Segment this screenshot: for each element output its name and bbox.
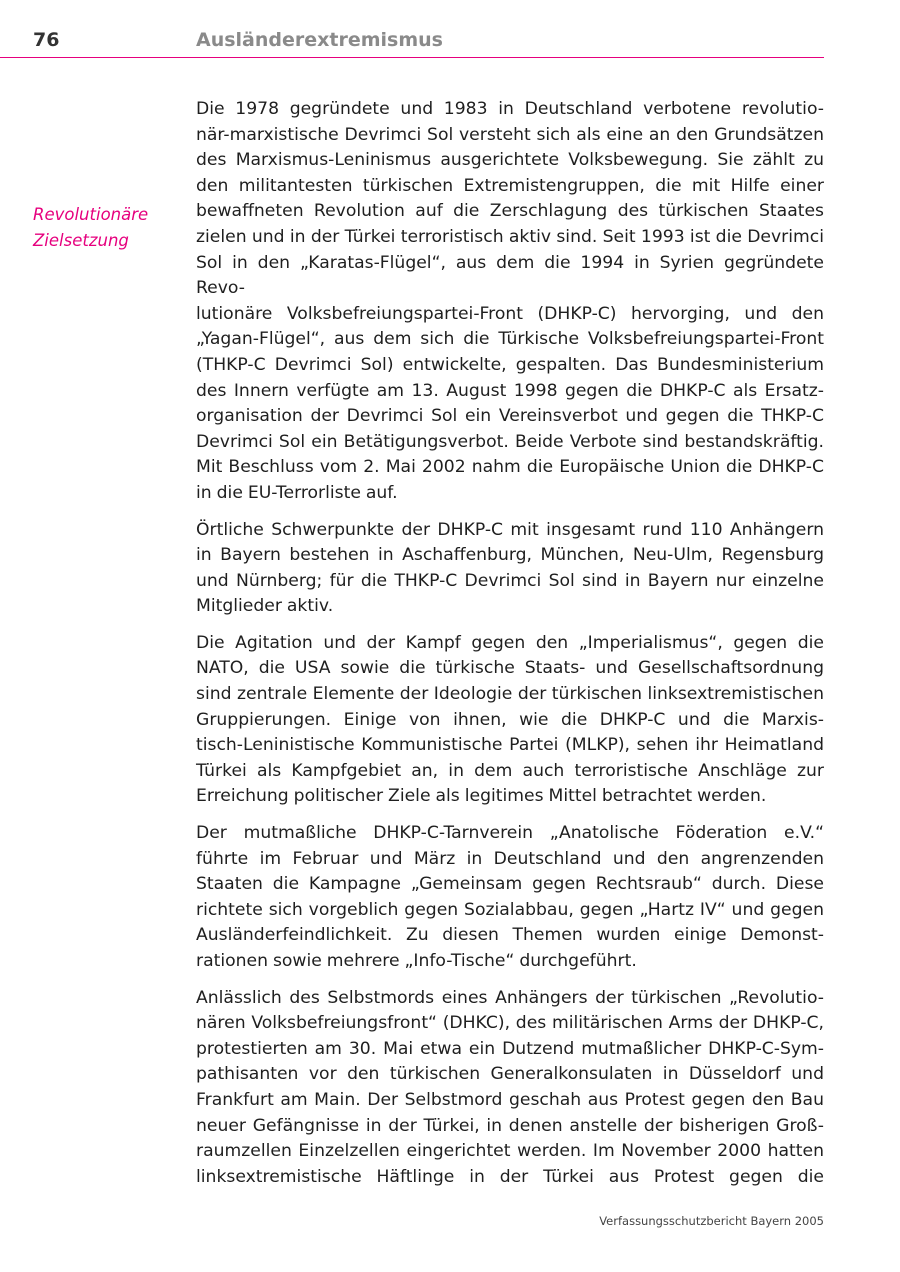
paragraph-line: Devrimci Sol ein Betätigungsverbot. Beide Verbote sind bestandskräftig. [196, 431, 824, 452]
paragraph-line: organisation der Devrimci Sol ein Vereinsverbot und gegen die THKP-C [196, 406, 824, 427]
header-rule [0, 57, 824, 58]
paragraph-line: Die 1978 gegründete und 1983 in Deutschland verbotene revolutio- [196, 99, 824, 119]
paragraph-line: Anlässlich des Selbstmords eines Anhängers der türkischen „Revolutio- [196, 987, 824, 1008]
paragraph-line: nären Volksbefreiungsfront“ (DHKC), des militärischen Arms der DHKP-C, [196, 1013, 824, 1034]
paragraph-line: neuer Gefängnisse in der Türkei, in denen anstelle der bisherigen Groß- [196, 1115, 824, 1136]
paragraph-line: Die Agitation und der Kampf gegen den „Imperialismus“, gegen die [196, 632, 824, 653]
paragraph-line: när-marxistische Devrimci Sol versteht sich als eine an den Grundsätzen [196, 124, 824, 145]
paragraph-line: Staaten die Kampagne „Gemeinsam gegen Rechtsraub“ durch. Diese [196, 874, 824, 895]
paragraph-line: Der mutmaßliche DHKP-C-Tarnverein „Anatolische Föderation e.V.“ [196, 823, 824, 844]
paragraph-line: in die EU-Terrorliste auf. [196, 482, 398, 503]
chapter-title: Ausländerextremismus [196, 29, 443, 51]
paragraph-line: führte im Februar und März in Deutschland und den angrenzenden [196, 848, 824, 869]
paragraph-line: Türkei als Kampfgebiet an, in dem auch terroristische Anschläge zur [196, 760, 824, 781]
paragraph-line: Mitglieder aktiv. [196, 596, 334, 617]
paragraph-line: tisch-Leninistische Kommunistische Partei (MLKP), sehen ihr Heimatland [196, 735, 824, 756]
paragraph-line: Örtliche Schwerpunkte der DHKP-C mit insgesamt rund 110 Anhängern [196, 519, 824, 540]
body-paragraph [196, 518, 824, 620]
paragraph-line: linksextremistische Häftlinge in der Türkei aus Protest gegen die [196, 1166, 824, 1187]
paragraph-line: protestierten am 30. Mai etwa ein Dutzend mutmaßlicher DHKP-C-Sym- [196, 1038, 824, 1059]
paragraph-line: rationen sowie mehrere „Info-Tische“ durchgeführt. [196, 951, 637, 971]
paragraph-line: des Innern verfügte am 13. August 1998 gegen die DHKP-C als Ersatz- [196, 380, 824, 401]
body-paragraph [196, 821, 824, 975]
paragraph-line: des Marxismus-Leninismus ausgerichtete Volksbewegung. Sie zählt zu [196, 150, 824, 171]
paragraph-line: Erreichung politischer Ziele als legitimes Mittel betrachtet werden. [196, 786, 767, 807]
body-paragraph [196, 97, 824, 507]
margin-note [33, 202, 183, 254]
paragraph-line: sind zentrale Elemente der Ideologie der türkischen linksextremistischen [196, 684, 824, 705]
paragraph-line: pathisanten vor den türkischen Generalkonsulaten in Düsseldorf und [196, 1064, 824, 1085]
footer-text: Verfassungsschutzbericht Bayern 2005 [599, 1214, 824, 1228]
paragraph-line: Ausländerfeindlichkeit. Zu diesen Themen wurden einige Demonst- [196, 925, 824, 946]
paragraph-line: NATO, die USA sowie die türkische Staats- und Gesellschaftsordnung [196, 658, 824, 679]
paragraph-line: Frankfurt am Main. Der Selbstmord geschah aus Protest gegen den Bau [196, 1089, 824, 1110]
paragraph-line: (THKP-C Devrimci Sol) entwickelte, gespalten. Das Bundesministerium [196, 354, 824, 375]
paragraph-line: richtete sich vorgeblich gegen Sozialabbau, gegen „Hartz IV“ und gegen [196, 899, 824, 920]
margin-note-line: Zielsetzung [33, 231, 129, 250]
paragraph-line: „Yagan-Flügel“, aus dem sich die Türkische Volksbefreiungspartei-Front [196, 329, 824, 350]
paragraph-line: den militantesten türkischen Extremistengruppen, die mit Hilfe einer [196, 175, 824, 196]
paragraph-line: bewaffneten Revolution auf die Zerschlagung des türkischen Staates [196, 201, 824, 222]
body-paragraph [196, 986, 824, 1191]
paragraph-line: raumzellen Einzelzellen eingerichtet werden. Im November 2000 hatten [196, 1141, 824, 1162]
paragraph-line: Mit Beschluss vom 2. Mai 2002 nahm die Europäische Union die DHKP-C [196, 457, 824, 478]
paragraph-line: Sol in den „Karatas-Flügel“, aus dem die 1994 in Syrien gegründete Revo- [196, 252, 824, 299]
main-text [196, 97, 824, 1201]
page-number: 76 [33, 29, 60, 51]
paragraph-line: und Nürnberg; für die THKP-C Devrimci Sol sind in Bayern nur einzelne [196, 570, 824, 591]
paragraph-line: zielen und in der Türkei terroristisch aktiv sind. Seit 1993 ist die Devrimci [196, 226, 824, 247]
paragraph-line: in Bayern bestehen in Aschaffenburg, München, Neu-Ulm, Regensburg [196, 545, 824, 566]
body-paragraph [196, 631, 824, 810]
paragraph-line: Gruppierungen. Einige von ihnen, wie die DHKP-C und die Marxis- [196, 709, 824, 730]
paragraph-line: lutionäre Volksbefreiungspartei-Front (DHKP-C) hervorging, und den [196, 303, 824, 324]
margin-note-line: Revolutionäre [33, 205, 149, 224]
